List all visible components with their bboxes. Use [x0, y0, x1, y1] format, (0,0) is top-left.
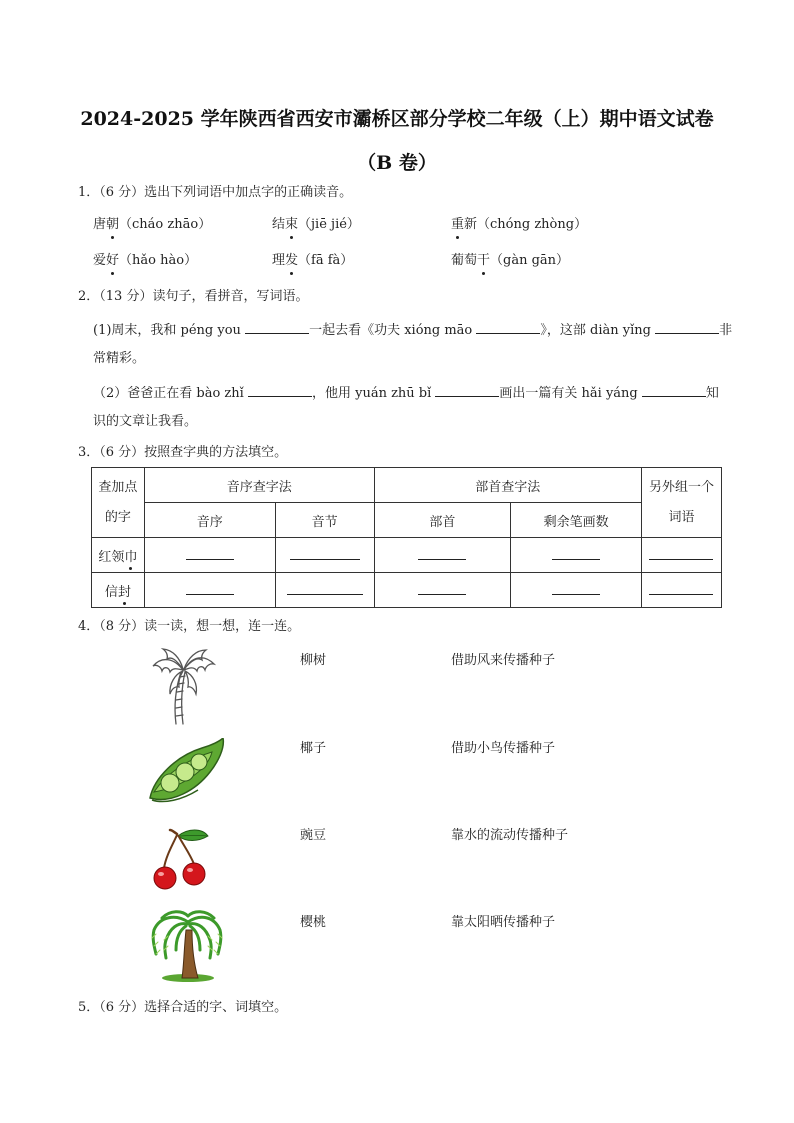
answer-blank[interactable] [435, 382, 499, 397]
q1-item-1: 唐朝（cháo zhāo） [93, 217, 212, 232]
q1-item-4: 爱好（hǎo hào） [93, 253, 198, 268]
method-label-1[interactable]: 借助风来传播种子 [451, 653, 556, 668]
method-label-2[interactable]: 借助小鸟传播种子 [451, 741, 556, 756]
answer-cell[interactable] [144, 538, 275, 573]
row-char-1: 红领巾 [92, 538, 145, 573]
q1-item-2: 结束（jiē jié） [272, 217, 360, 232]
q2-sentence-1-cont: 常精彩。 [93, 351, 146, 366]
willow-tree-image [148, 908, 224, 984]
answer-cell[interactable] [144, 573, 275, 608]
header-bushou: 部首 [374, 503, 511, 538]
q1-item-3: 重新（chóng zhòng） [451, 217, 588, 232]
answer-cell[interactable] [374, 538, 511, 573]
cherries-image [150, 826, 212, 892]
header-char: 查加点 的字 [92, 468, 145, 538]
header-yinjie: 音节 [275, 503, 374, 538]
method-label-3[interactable]: 靠水的流动传播种子 [451, 828, 569, 843]
q2-sentence-2: （2）爸爸正在看 bào zhǐ ，他用 yuán zhū bǐ 画出一篇有关 hǎi yáng 知 [93, 382, 719, 403]
answer-cell[interactable] [641, 538, 721, 573]
answer-cell[interactable] [511, 573, 642, 608]
pea-pod-image [146, 738, 226, 808]
q1-item-5: 理发（fā fà） [272, 253, 354, 268]
q1-stem: 1．（6 分）选出下列词语中加点字的正确读音。 [78, 185, 353, 200]
plant-label-4[interactable]: 樱桃 [300, 915, 327, 930]
header-extra-word: 另外组一个 词语 [641, 468, 721, 538]
answer-cell[interactable] [511, 538, 642, 573]
q2-sentence-2-cont: 识的文章让我看。 [93, 414, 198, 429]
coconut-tree-image [148, 646, 218, 726]
q3-stem: 3．（6 分）按照查字典的方法填空。 [78, 445, 288, 460]
exam-title-line2: （B 卷） [357, 152, 437, 174]
answer-blank[interactable] [655, 319, 719, 334]
q4-stem: 4．（8 分）读一读，想一想，连一连。 [78, 619, 301, 634]
row-char-2: 信封 [92, 573, 145, 608]
q5-stem: 5．（6 分）选择合适的字、词填空。 [78, 1000, 288, 1015]
answer-cell[interactable] [275, 538, 374, 573]
header-bushou-method: 部首查字法 [374, 468, 641, 503]
answer-cell[interactable] [641, 573, 721, 608]
dictionary-table [91, 467, 722, 608]
header-yinxu-method: 音序查字法 [144, 468, 374, 503]
answer-cell[interactable] [374, 573, 511, 608]
header-yinxu: 音序 [144, 503, 275, 538]
header-strokes: 剩余笔画数 [511, 503, 642, 538]
plant-label-3[interactable]: 豌豆 [300, 828, 327, 843]
plant-label-2[interactable]: 椰子 [300, 741, 327, 756]
answer-blank[interactable] [476, 319, 540, 334]
q1-item-6: 葡萄干（gàn gān） [451, 253, 570, 268]
answer-blank[interactable] [642, 382, 706, 397]
method-label-4[interactable]: 靠太阳晒传播种子 [451, 915, 556, 930]
exam-title-line1: 2024-2025 学年陕西省西安市灞桥区部分学校二年级（上）期中语文试卷 [80, 108, 714, 130]
answer-blank[interactable] [248, 382, 312, 397]
plant-label-1[interactable]: 柳树 [300, 653, 327, 668]
answer-cell[interactable] [275, 573, 374, 608]
answer-blank[interactable] [245, 319, 309, 334]
q2-sentence-1: (1)周末，我和 péng you 一起去看《功夫 xióng māo 》，这部 diàn yǐng 非 [93, 319, 732, 340]
q2-stem: 2．（13 分）读句子，看拼音，写词语。 [78, 289, 309, 304]
